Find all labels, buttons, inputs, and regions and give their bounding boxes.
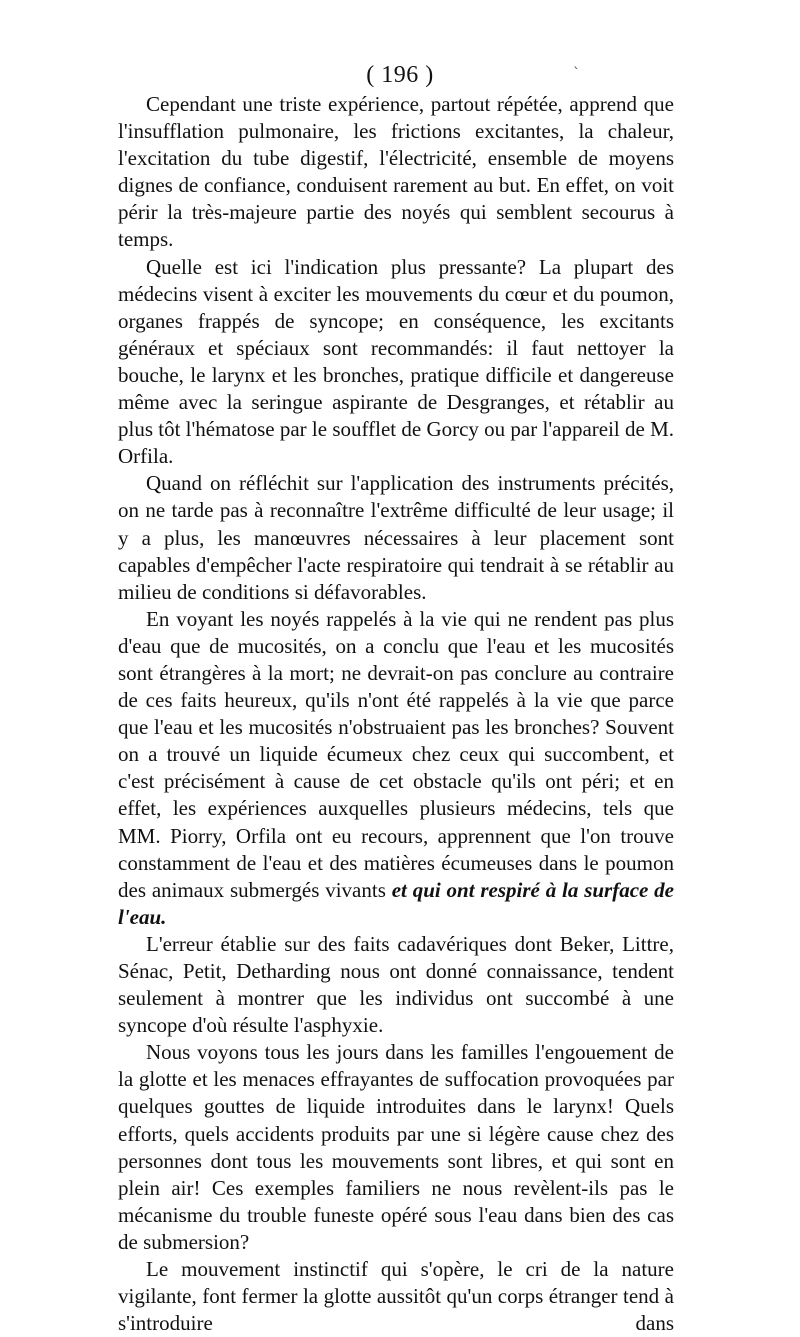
- emphasized-text: et qui ont respiré à la surface de l'eau.: [118, 877, 674, 929]
- paragraph: Quelle est ici l'indication plus pressante? La plupart des médecins visent à exciter les mouvements du cœur et du poumon, organes frappés de syncope; en conséquence, les excitants généraux et spéciaux sont recommandés: il faut nettoyer la bouche, le larynx et les bronches, pratique difficile et dangereuse même avec la seringue aspirante de Desgranges, et rétablir au plus tôt l'hématose par le soufflet de Gorcy ou par l'appareil de M. Orfila.: [118, 254, 674, 469]
- paragraph: Quand on réfléchit sur l'application des instruments précités, on ne tarde pas à reconnaître l'extrême difficulté de leur usage; il y a plus, les manœuvres nécessaires à leur placement sont capables d'empêcher l'acte respiratoire qui tendrait à se rétablir au milieu de conditions si défavorables.: [118, 471, 674, 604]
- paragraph: Le mouvement instinctif qui s'opère, le cri de la nature vigilante, font fermer la glotte aussitôt qu'un corps étranger tend à s'introduire dans: [118, 1257, 674, 1336]
- paragraph: Cependant une triste expérience, partout répétée, apprend que l'insufflation pulmonaire, les frictions excitantes, la chaleur, l'excitation du tube digestif, l'électricité, ensemble de moyens dignes de confiance, conduisent rarement au but. En effet, on voit périr la très-majeure partie des noyés qui semblent secourus à temps.: [118, 92, 674, 252]
- page-number: ( 196 ): [366, 62, 434, 88]
- ink-speck: `: [573, 66, 580, 82]
- paragraph: En voyant les noyés rappelés à la vie qui ne rendent pas plus d'eau que de mucosités, on a conclu que l'eau et les mucosités sont étrangères à la mort; ne devrait-on pas conclure au contraire de ces faits heureux, qu'ils n'ont été rappelés à la vie que parce que l'eau et les mucosités n'obstruaient pas les bronches? Souvent on a trouvé un liquide écumeux chez ceux qui succombent, et c'est précisément à cause de cet obstacle qu'ils ont péri; et en effet, les expériences auxquelles plusieurs médecins, tels que MM. Piorry, Orfila ont eu recours, apprennent que l'on trouve constamment de l'eau et des matières écumeuses dans le poumon des animaux submergés vivants et qui ont respiré à la surface de l'eau.: [118, 606, 674, 929]
- body-text: [118, 91, 674, 1337]
- paragraph: L'erreur établie sur des faits cadavériques dont Beker, Littre, Sénac, Petit, Detharding nous ont donné connaissance, tendent seulement à montrer que les individus ont succombé à une syncope d'où résulte l'asphyxie.: [118, 931, 674, 1038]
- paragraph: Nous voyons tous les jours dans les familles l'engouement de la glotte et les menaces effrayantes de suffocation provoquées par quelques gouttes de liquide introduites dans le larynx! Quels efforts, quels accidents produits par une si légère cause chez des personnes dont tous les mouvements sont libres, et qui sont en plein air! Ces exemples familiers ne nous revèlent-ils pas le mécanisme du trouble funeste opéré sous l'eau dans bien des cas de submersion?: [118, 1040, 674, 1254]
